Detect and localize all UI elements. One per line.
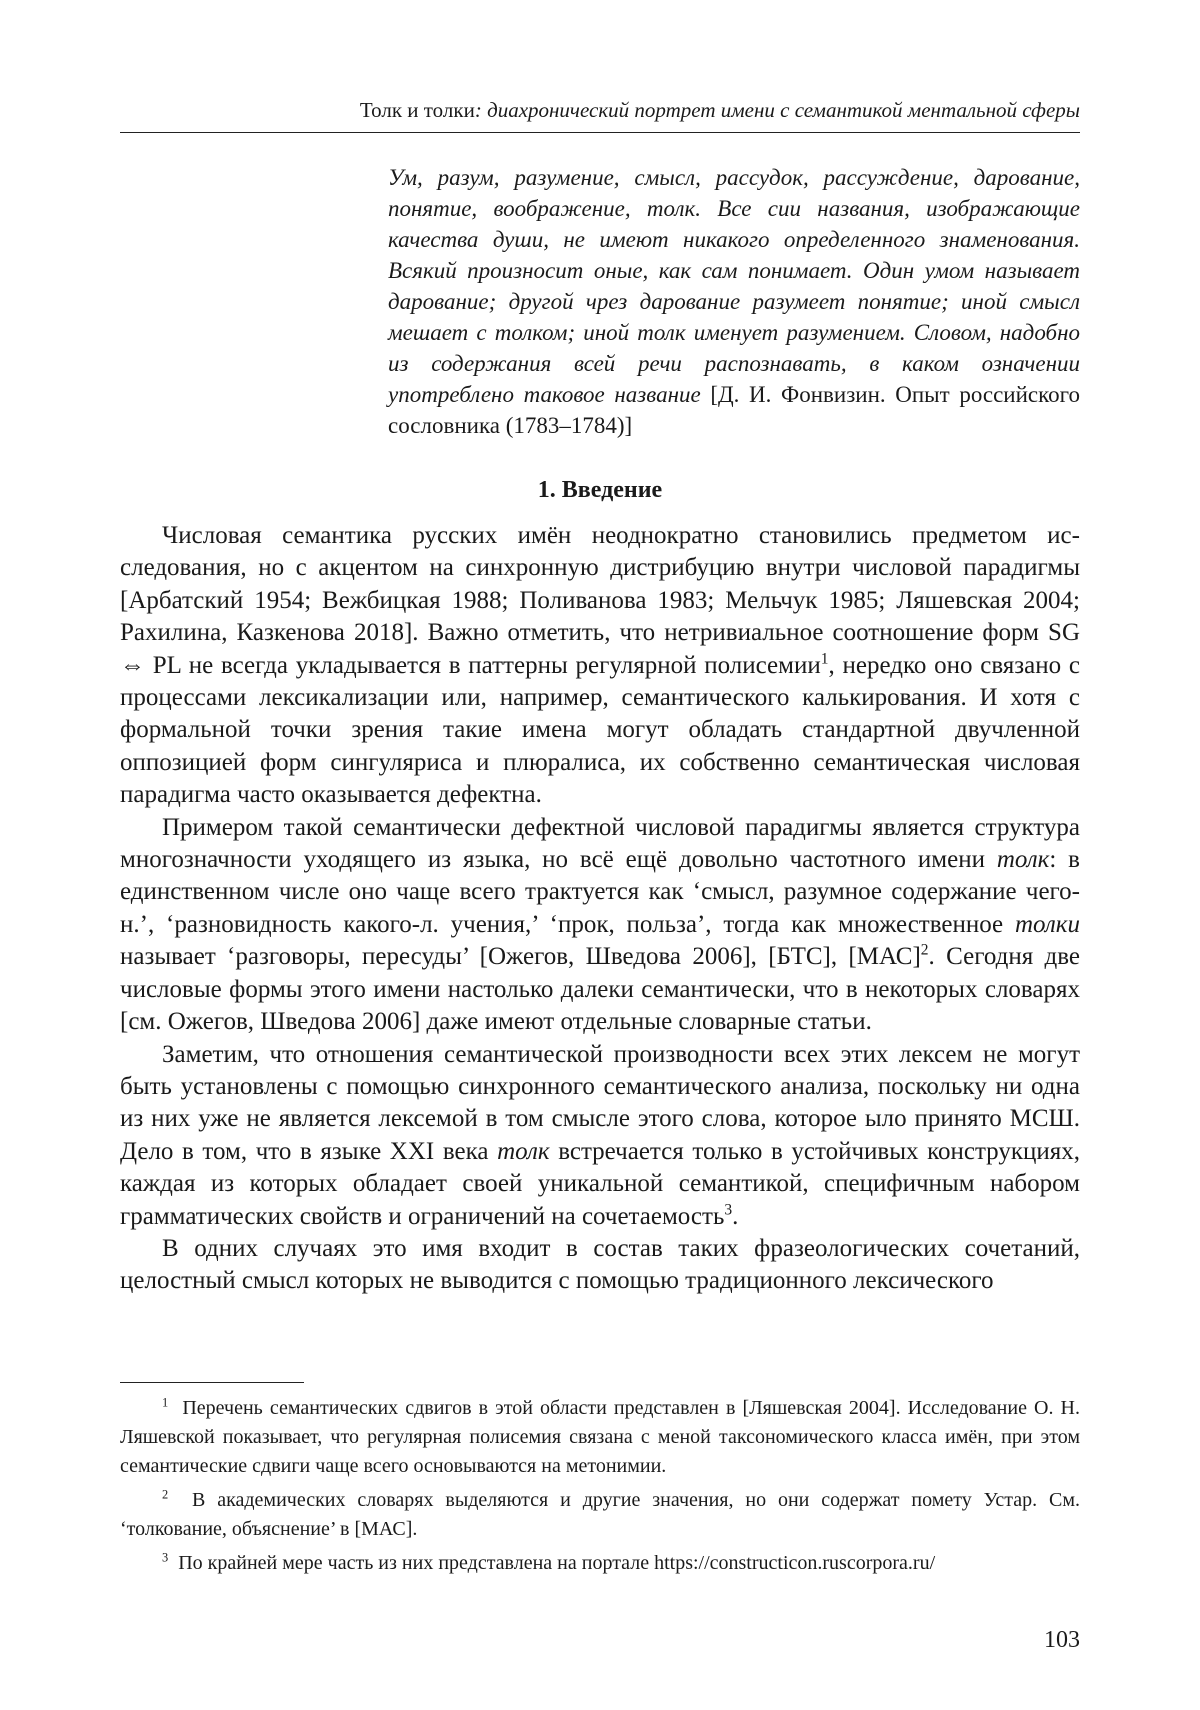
footnotes: [120, 1394, 1080, 1583]
footnote-ref-1[interactable]: 1: [820, 650, 829, 668]
epigraph-quote: Ум, разум, разумение, смысл, рассудок, рассуждение, дарование, понятие, воображение, толк. Все сии названия, изображающие качества души, не имеют никакого определенного знаменования. Всякий произносит оные, как сам понимает. Один умом называет дарование; другой чрез дарование разумеет понятие; иной смысл мешает с толком; иной толк именует разумением. Словом, надобно из содержания всей речи распознавать, в каком означении употреблено таковое название: [388, 165, 1080, 407]
footnote-3: [120, 1549, 1080, 1578]
epigraph-source: [Д. И. Фонвизин. Опыт российского сословника (1783–1784)]: [388, 382, 1081, 438]
emphasized-term: толки: [1014, 910, 1080, 938]
running-header: [120, 94, 1080, 133]
paragraph-text: , нередко оно связано с процессами лексикализации или, например, семантического калькирования. И хотя с формальной точки зрения такие имена могут обладать стандартной двучленной оппозицией форм сингуляриса и плюралиса, их собственно семантическая числовая парадигма часто оказывается дефектна.: [120, 651, 1081, 809]
paragraph-text: : в единственном числе оно чаще всего трактуется как ‘смысл, разумное содержание чего-н.’, ‘разновидность какого-л. учения,’ ‘прок, польза’, тогда как множественное: [120, 846, 1080, 938]
footnote-text: В академических словарях выделяются и другие значения, но они содержат помету Устар. См. ‘толкование, объяснение’ в [МАС].: [120, 1489, 1080, 1540]
footnote-ref-2[interactable]: 2: [920, 941, 929, 959]
paragraph-2: [120, 812, 1080, 1039]
footnote-1: [120, 1394, 1080, 1481]
paragraph-text: встречается только в устойчивых конструкциях, каждая из которых обладает своей уникальной семантикой, специфичным набором грамматических свойств и ограничений на сочетаемость: [120, 1137, 1081, 1230]
paragraph-text: Числовая семантика русских имён неоднократно становились предметом исследования, но с акцентом на синхронную дистрибуцию внутри числовой парадигмы [Арбатский 1954; Вежбицкая 1988; Поливанова 1983; Мельчук 1985; Ляшевская 2004; Рахилина, Казкенова 2018]. Важно отметить, что нетривиальное соотношение форм SG ⇔ PL не всегда укладывается в паттерны регулярной полисемии: [120, 522, 1080, 679]
emphasized-term: толк: [497, 1137, 550, 1165]
paragraph-3: [120, 1039, 1080, 1233]
section-title: 1. Введение: [537, 477, 663, 503]
footnote-text[interactable]: По крайней мере часть из них представлена на портале https://constructicon.ruscorpora.ru/: [178, 1552, 936, 1574]
footnote-ref-3[interactable]: 3: [724, 1201, 733, 1219]
paragraph-text: Примером такой семантически дефектной числовой парадигмы является структура многозначности уходящего из языка, но всё ещё довольно частотного имени: [120, 813, 1080, 874]
body-text: [120, 520, 1080, 1298]
footnote-divider: [120, 1382, 304, 1383]
paragraph-text: называет ‘разговоры, пересуды’ [Ожегов, Шведова 2006], [БТС], [МАС]: [120, 943, 921, 971]
paragraph-4: В одних случаях это имя входит в состав таких фразеологических сочетаний, целостный смысл которых не выводится с помощью традиционного лексического: [120, 1234, 1080, 1295]
footnote-number: 3: [162, 1550, 169, 1565]
emphasized-term: толк: [996, 846, 1050, 874]
page-number: 103: [1044, 1627, 1080, 1653]
paragraph-text: Заметим, что отношения семантической производности всех этих лексем не могут быть установлены с помощью синхронного семантического анализа, поскольку ни одна из них уже не является лексемой в том смысле этого слова, которое ыло принято МСШ. Дело в том, что в языке XXI века: [120, 1040, 1080, 1165]
paragraph-text: . Сегодня две числовые формы этого имени настолько далеки семантически, что в некоторых словарях [см. Ожегов, Шведова 2006] даже имеют отдельные словарные статьи.: [120, 943, 1080, 1036]
footnote-2: [120, 1486, 1080, 1544]
paragraph-text: .: [732, 1202, 739, 1230]
footnote-text: Перечень семантических сдвигов в этой области представлен в [Ляшевская 2004]. Исследование О. Н. Ляшевской показывает, что регулярная полисемия связана с меной таксономического класса имён, при этом семантические сдвиги чаще всего основываются на метонимии.: [120, 1397, 1080, 1477]
epigraph: [388, 162, 1080, 441]
footnote-number: 2: [162, 1487, 169, 1502]
running-header-title: Толк и толки: [359, 98, 475, 122]
running-header-subtitle: : диахронический портрет имени с семантикой ментальной сферы: [474, 98, 1080, 122]
footnote-number: 1: [162, 1395, 169, 1410]
paragraph-1: [120, 520, 1080, 812]
